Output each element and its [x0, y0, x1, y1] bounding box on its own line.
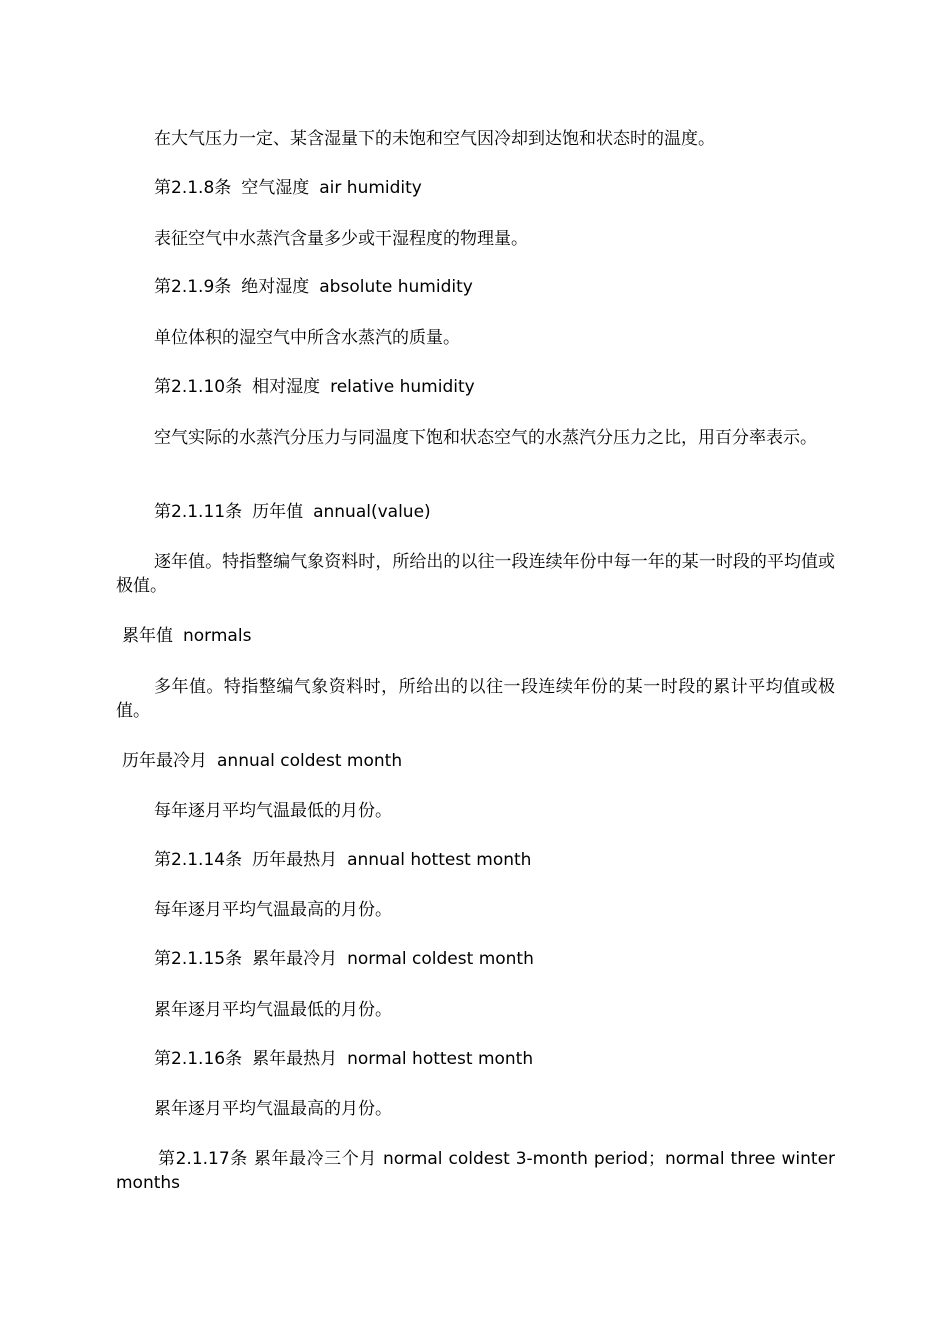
term-zh: 相对湿度 — [252, 377, 321, 397]
term-zh: 历年最冷月 — [122, 751, 207, 771]
body-text: 累年逐月平均气温最低的月份。 — [154, 1000, 392, 1020]
clause-heading-2-1-8: 第2.1.8条 空气湿度 air humidity — [154, 178, 422, 198]
term-zh: 累年最冷月 — [252, 949, 338, 969]
term-en: absolute humidity — [319, 277, 473, 297]
term-zh: 空气湿度 — [241, 178, 310, 198]
term-en: annual coldest month — [217, 751, 403, 771]
clause-heading-2-1-9: 第2.1.9条 绝对湿度 absolute humidity — [154, 277, 473, 297]
clause-number: 2.1.15 — [171, 949, 226, 969]
paragraph-normal-coldest-definition — [116, 998, 873, 1022]
body-text: 单位体积的湿空气中所含水蒸汽的质量。 — [154, 328, 460, 348]
clause-number: 2.1.11 — [171, 502, 226, 522]
term-en: normals — [183, 626, 252, 646]
term-zh: 累年最热月 — [252, 1049, 338, 1069]
body-text: 多年值。特指整编气象资料时，所给出的以往一段连续年份的某一时段的累计平均值或极值。 — [116, 677, 835, 721]
clause-number: 2.1.14 — [171, 850, 226, 870]
term-heading-annual-coldest-month — [116, 749, 841, 773]
term-zh: 历年值 — [252, 502, 304, 522]
clause-heading-2-1-15: 第2.1.15条 累年最冷月 normal coldest month — [154, 949, 534, 969]
paragraph-normals-definition — [116, 675, 835, 723]
term-en: normal coldest month — [347, 949, 534, 969]
body-text: 每年逐月平均气温最高的月份。 — [154, 900, 392, 920]
paragraph-normal-hottest-definition — [116, 1097, 873, 1121]
paragraph-dew-point-definition — [116, 127, 873, 151]
term-en: annual(value) — [313, 502, 431, 522]
clause-number: 2.1.9 — [171, 277, 215, 297]
clause-heading-2-1-16: 第2.1.16条 累年最热月 normal hottest month — [154, 1049, 534, 1069]
paragraph-absolute-humidity-definition — [116, 326, 873, 350]
clause-number: 2.1.8 — [171, 178, 215, 198]
body-text: 在大气压力一定、某含湿量下的未饱和空气因冷却到达饱和状态时的温度。 — [154, 129, 715, 149]
body-text: 空气实际的水蒸汽分压力与同温度下饱和状态空气的水蒸汽分压力之比，用百分率表示。 — [154, 428, 817, 448]
term-zh: 累年最冷三个月 — [253, 1149, 377, 1169]
term-en: normal hottest month — [347, 1049, 534, 1069]
term-heading-normals — [116, 624, 841, 648]
body-text: 累年逐月平均气温最高的月份。 — [154, 1099, 392, 1119]
clause-heading-2-1-10: 第2.1.10条 相对湿度 relative humidity — [154, 377, 475, 397]
clause-number: 2.1.10 — [171, 377, 226, 397]
term-zh: 累年值 — [122, 626, 173, 646]
paragraph-annual-coldest-definition — [116, 799, 873, 823]
body-text: 每年逐月平均气温最低的月份。 — [154, 801, 392, 821]
paragraph-relative-humidity-definition — [116, 426, 835, 450]
clause-number: 2.1.16 — [171, 1049, 226, 1069]
clause-heading-2-1-14: 第2.1.14条 历年最热月 annual hottest month — [154, 850, 532, 870]
clause-heading-2-1-17: 第2.1.17条 累年最冷三个月 normal coldest 3-month period；normal three winter months — [116, 1149, 836, 1193]
paragraph-air-humidity-definition — [116, 227, 873, 251]
paragraph-annual-value-definition — [116, 550, 835, 598]
body-text: 逐年值。特指整编气象资料时，所给出的以往一段连续年份中每一年的某一时段的平均值或极值。 — [116, 552, 835, 596]
clause-heading-2-1-11: 第2.1.11条 历年值 annual(value) — [154, 502, 431, 522]
term-zh: 历年最热月 — [252, 850, 338, 870]
body-text: 表征空气中水蒸汽含量多少或干湿程度的物理量。 — [154, 229, 528, 249]
term-en: relative humidity — [330, 377, 475, 397]
clause-number: 2.1.17 — [175, 1149, 230, 1169]
paragraph-annual-hottest-definition — [116, 898, 873, 922]
term-en: normal coldest 3-month period；normal three winter months — [116, 1149, 836, 1193]
term-zh: 绝对湿度 — [241, 277, 310, 297]
term-en: air humidity — [319, 178, 422, 198]
term-en: annual hottest month — [347, 850, 532, 870]
